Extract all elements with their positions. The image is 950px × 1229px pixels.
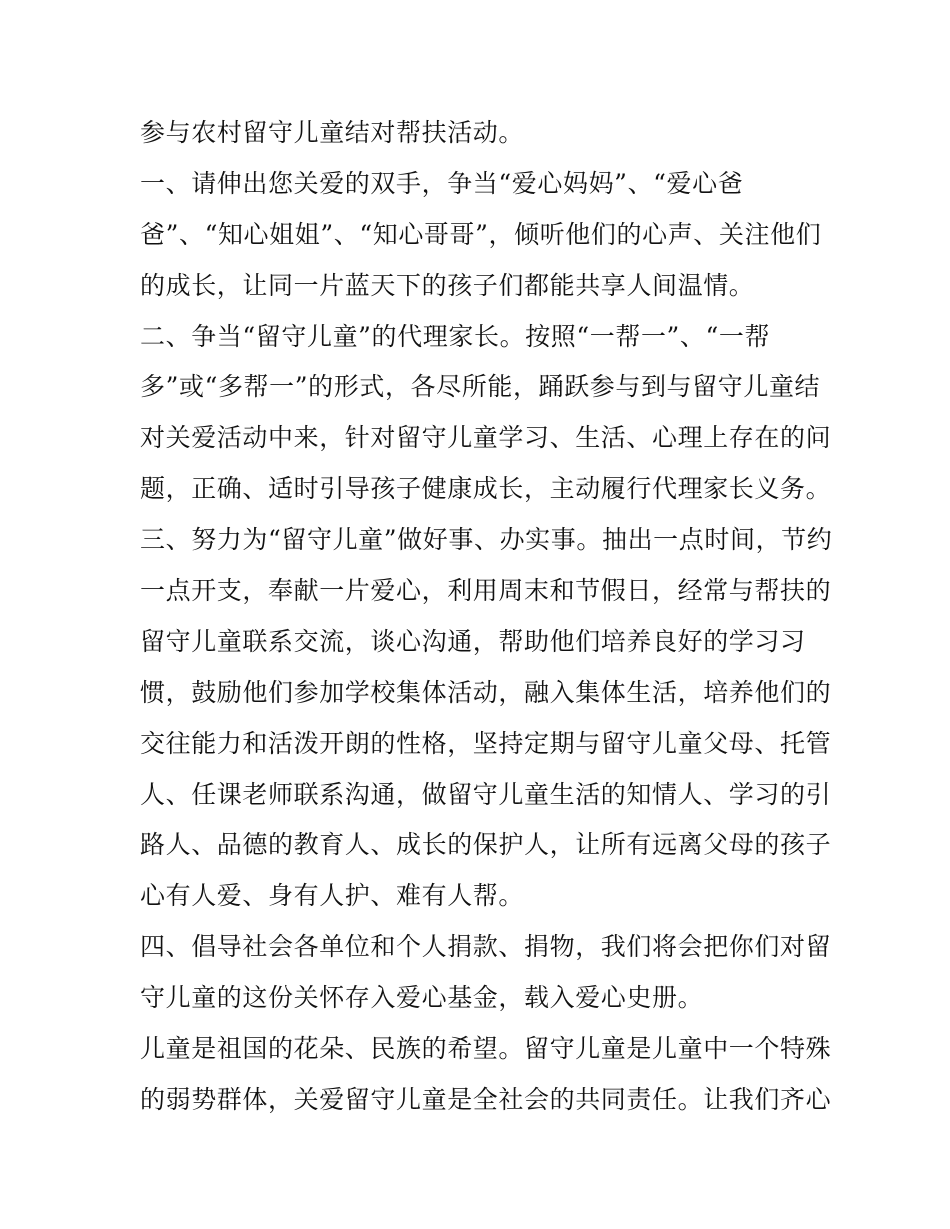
document-body: [140, 108, 833, 1126]
text-line: 的弱势群体，关爱留守儿童是全社会的共同责任。让我们齐心: [140, 1084, 832, 1114]
text-line: 的成长，让同一片蓝天下的孩子们都能共享人间温情。: [140, 270, 755, 300]
text-line: 对关爱活动中来，针对留守儿童学习、生活、心理上存在的问: [140, 423, 832, 453]
text-line: 二、争当“留守儿童”的代理家长。按照“一帮一”、“一帮: [140, 321, 771, 351]
text-line: 儿童是祖国的花朵、民族的希望。留守儿童是儿童中一个特殊: [140, 1034, 832, 1064]
text-line: 爸”、“知心姐姐”、“知心哥哥”，倾听他们的心声、关注他们: [140, 219, 822, 249]
text-line: 多”或“多帮一”的形式，各尽所能，踊跃参与到与留守儿童结: [140, 372, 821, 402]
text-line: 参与农村留守儿童结对帮扶活动。: [140, 118, 525, 147]
text-line: 一、请伸出您关爱的双手，争当“爱心妈妈”、“爱心爸: [140, 168, 744, 198]
text-line: 四、倡导社会各单位和个人捐款、捐物，我们将会把你们对留: [140, 932, 832, 962]
text-line: 人、任课老师联系沟通，做留守儿童生活的知情人、学习的引: [140, 779, 832, 809]
text-line: 题，正确、适时引导孩子健康成长，主动履行代理家长义务。: [140, 474, 832, 504]
text-line: 交往能力和活泼开朗的性格，坚持定期与留守儿童父母、托管: [140, 728, 832, 758]
text-line: 守儿童的这份关怀存入爱心基金，载入爱心史册。: [140, 983, 704, 1013]
text-line: 惯，鼓励他们参加学校集体活动，融入集体生活，培养他们的: [140, 677, 832, 707]
text-line: 一点开支，奉献一片爱心，利用周末和节假日，经常与帮扶的: [140, 576, 832, 606]
text-line: 路人、品德的教育人、成长的保护人，让所有远离父母的孩子: [140, 830, 832, 860]
text-line: 留守儿童联系交流，谈心沟通，帮助他们培养良好的学习习: [140, 626, 806, 656]
text-line: 三、努力为“留守儿童”做好事、办实事。抽出一点时间，节约: [140, 525, 833, 555]
text-line: 心有人爱、身有人护、难有人帮。: [140, 881, 525, 911]
